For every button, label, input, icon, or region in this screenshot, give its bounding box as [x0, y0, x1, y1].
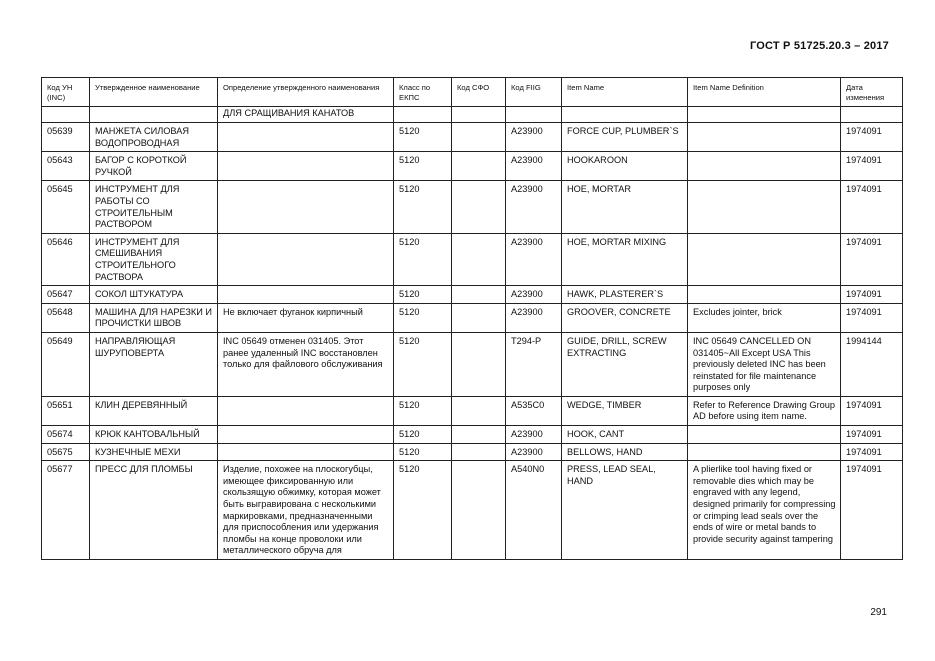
name-definition-cell	[218, 123, 394, 152]
change-date-cell: 1974091	[841, 152, 903, 181]
item-name-cell: FORCE CUP, PLUMBER`S	[562, 123, 688, 152]
change-date-cell: 1974091	[841, 443, 903, 461]
name-definition-cell: Изделие, похожее на плоскогубцы, имеющее фиксированную или скользящую обжимку, которая может быть выгравирована с несколькими маркировками, предназначенными для приспособления или удержания пломбы на конце проволоки или металлического обруча для	[218, 461, 394, 560]
approved-name-cell: МАНЖЕТА СИЛОВАЯ ВОДОПРОВОДНАЯ	[90, 123, 218, 152]
item-name-cell: BELLOWS, HAND	[562, 443, 688, 461]
col-header-fiig: Код FIIG	[506, 78, 562, 107]
name-definition-cell	[218, 152, 394, 181]
fiig-cell: A23900	[506, 123, 562, 152]
item-definition-cell	[688, 286, 841, 304]
item-name-cell: HOE, MORTAR MIXING	[562, 233, 688, 285]
table-row	[42, 181, 903, 233]
table-row	[42, 443, 903, 461]
item-definition-cell: A plierlike tool having fixed or removable dies which may be engraved with any legend, designed primarily for compressing or crimping lead seals over the ends of wire or metal bands to provide security against tampering	[688, 461, 841, 560]
class-cell: 5120	[394, 233, 452, 285]
change-date-cell: 1974091	[841, 396, 903, 425]
name-definition-cell: Не включает фуганок кирпичный	[218, 303, 394, 332]
table-row	[42, 123, 903, 152]
inc-cell: 05651	[42, 396, 90, 425]
table-row	[42, 461, 903, 560]
fiig-cell: A540N0	[506, 461, 562, 560]
fiig-cell: A23900	[506, 426, 562, 444]
inc-cell: 05675	[42, 443, 90, 461]
sfo-cell	[452, 426, 506, 444]
change-date-cell: 1974091	[841, 181, 903, 233]
item-name-cell: PRESS, LEAD SEAL, HAND	[562, 461, 688, 560]
table-row	[42, 396, 903, 425]
name-definition-cell	[218, 426, 394, 444]
fiig-cell: A23900	[506, 443, 562, 461]
col-header-item-definition: Item Name Definition	[688, 78, 841, 107]
class-cell: 5120	[394, 286, 452, 304]
inc-cell: 05649	[42, 332, 90, 396]
name-definition-cell	[218, 233, 394, 285]
approved-name-cell: ПРЕСС ДЛЯ ПЛОМБЫ	[90, 461, 218, 560]
header-row	[42, 78, 903, 107]
change-date-cell: 1974091	[841, 123, 903, 152]
sfo-cell	[452, 461, 506, 560]
item-name-cell: WEDGE, TIMBER	[562, 396, 688, 425]
approved-name-cell: БАГОР С КОРОТКОЙ РУЧКОЙ	[90, 152, 218, 181]
sfo-cell	[452, 303, 506, 332]
sfo-cell	[452, 233, 506, 285]
approved-name-cell: ИНСТРУМЕНТ ДЛЯ РАБОТЫ СО СТРОИТЕЛЬНЫМ РАСТВОРОМ	[90, 181, 218, 233]
inc-cell: 05647	[42, 286, 90, 304]
class-cell: 5120	[394, 426, 452, 444]
name-definition-cell	[218, 181, 394, 233]
table-row	[42, 152, 903, 181]
change-date-cell: 1974091	[841, 233, 903, 285]
approved-name-cell: КЛИН ДЕРЕВЯННЫЙ	[90, 396, 218, 425]
item-name-cell: GROOVER, CONCRETE	[562, 303, 688, 332]
inc-cell: 05645	[42, 181, 90, 233]
class-cell: 5120	[394, 461, 452, 560]
approved-name-cell: ИНСТРУМЕНТ ДЛЯ СМЕШИВАНИЯ СТРОИТЕЛЬНОГО РАСТВОРА	[90, 233, 218, 285]
item-definition-cell	[688, 152, 841, 181]
item-name-cell: HOOKAROON	[562, 152, 688, 181]
fiig-cell: T294-P	[506, 332, 562, 396]
table-row	[42, 332, 903, 396]
sfo-cell	[452, 152, 506, 181]
document-code: ГОСТ Р 51725.20.3 – 2017	[749, 40, 889, 52]
class-cell: 5120	[394, 303, 452, 332]
item-definition-cell	[688, 181, 841, 233]
inc-cell: 05643	[42, 152, 90, 181]
sfo-cell	[452, 123, 506, 152]
col-header-name-definition: Определение утвержденного наименования	[218, 78, 394, 107]
class-cell: 5120	[394, 123, 452, 152]
name-definition-cell	[218, 286, 394, 304]
change-date-cell: 1974091	[841, 426, 903, 444]
approved-name-cell: КУЗНЕЧНЫЕ МЕХИ	[90, 443, 218, 461]
sfo-cell	[452, 332, 506, 396]
table-row	[42, 426, 903, 444]
item-name-cell: HOE, MORTAR	[562, 181, 688, 233]
col-header-inc: Код УН (INC)	[42, 78, 90, 107]
fiig-cell: A23900	[506, 181, 562, 233]
class-cell: 5120	[394, 332, 452, 396]
change-date-cell: 1974091	[841, 461, 903, 560]
change-date-cell: 1974091	[841, 303, 903, 332]
fiig-cell: A23900	[506, 152, 562, 181]
name-definition-cell: INC 05649 отменен 031405. Этот ранее удаленный INC восстановлен только для файлового обслуживания	[218, 332, 394, 396]
sfo-cell	[452, 443, 506, 461]
item-definition-cell	[688, 123, 841, 152]
item-definition-cell	[688, 426, 841, 444]
register-table	[41, 77, 903, 560]
class-cell: 5120	[394, 396, 452, 425]
change-date-cell: 1974091	[841, 286, 903, 304]
class-cell: 5120	[394, 181, 452, 233]
inc-cell: 05639	[42, 123, 90, 152]
item-definition-cell	[688, 443, 841, 461]
item-name-cell: GUIDE, DRILL, SCREW EXTRACTING	[562, 332, 688, 396]
class-cell: 5120	[394, 152, 452, 181]
change-date-cell: 1994144	[841, 332, 903, 396]
table-row	[42, 303, 903, 332]
inc-cell: 05648	[42, 303, 90, 332]
sfo-cell	[452, 181, 506, 233]
sfo-cell	[452, 396, 506, 425]
name-definition-cell	[218, 443, 394, 461]
inc-cell: 05677	[42, 461, 90, 560]
col-header-approved-name: Утвержденное наименование	[90, 78, 218, 107]
col-header-item-name: Item Name	[562, 78, 688, 107]
col-header-class: Класс по ЕКПС	[394, 78, 452, 107]
sfo-cell	[452, 286, 506, 304]
table-row	[42, 286, 903, 304]
inc-cell: 05674	[42, 426, 90, 444]
item-definition-cell	[688, 233, 841, 285]
approved-name-cell: КРЮК КАНТОВАЛЬНЫЙ	[90, 426, 218, 444]
class-cell: 5120	[394, 443, 452, 461]
table-row	[42, 233, 903, 285]
name-definition-cell	[218, 396, 394, 425]
approved-name-cell: СОКОЛ ШТУКАТУРА	[90, 286, 218, 304]
approved-name-cell: МАШИНА ДЛЯ НАРЕЗКИ И ПРОЧИСТКИ ШВОВ	[90, 303, 218, 332]
page-number: 291	[870, 607, 887, 618]
item-name-cell: HAWK, PLASTERER`S	[562, 286, 688, 304]
inc-cell: 05646	[42, 233, 90, 285]
fiig-cell: A535C0	[506, 396, 562, 425]
col-header-change-date: Дата изменения	[841, 78, 903, 107]
continuation-row	[42, 107, 903, 123]
continuation-text: ДЛЯ СРАЩИВАНИЯ КАНАТОВ	[218, 107, 394, 123]
approved-name-cell: НАПРАВЛЯЮЩАЯ ШУРУПОВЕРТА	[90, 332, 218, 396]
col-header-sfo: Код СФО	[452, 78, 506, 107]
item-definition-cell: INC 05649 CANCELLED ON 031405~All Except USA This previously deleted INC has been reinstated for file maintenance purposes only	[688, 332, 841, 396]
fiig-cell: A23900	[506, 286, 562, 304]
fiig-cell: A23900	[506, 303, 562, 332]
item-definition-cell: Excludes jointer, brick	[688, 303, 841, 332]
fiig-cell: A23900	[506, 233, 562, 285]
item-definition-cell: Refer to Reference Drawing Group AD before using item name.	[688, 396, 841, 425]
item-name-cell: HOOK, CANT	[562, 426, 688, 444]
